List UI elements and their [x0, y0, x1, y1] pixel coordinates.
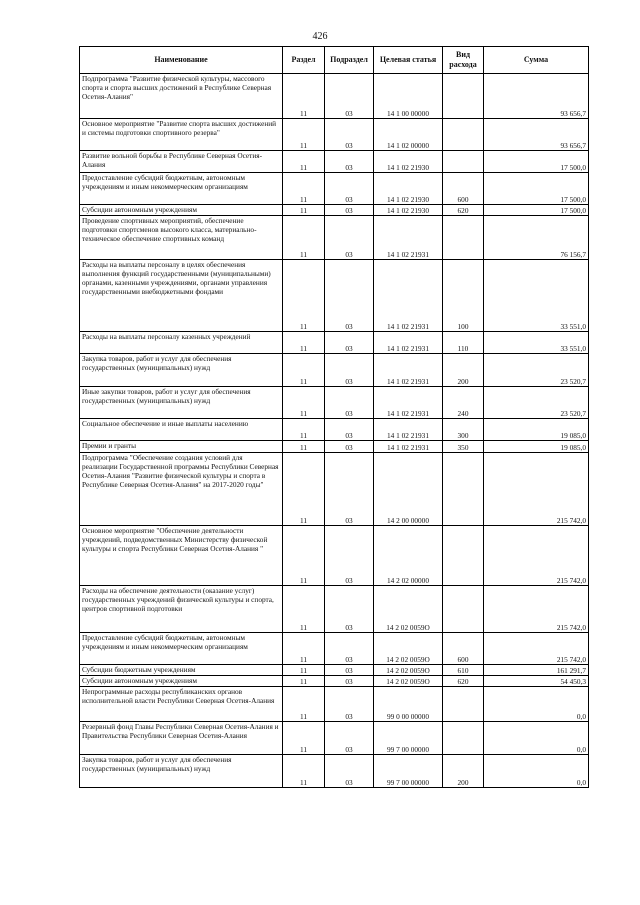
cell-section: 11 [283, 441, 325, 453]
table-row [80, 205, 589, 216]
cell-target: 14 2 02 0059О [374, 633, 443, 665]
cell-amount: 17 500,0 [484, 173, 589, 205]
cell-section: 11 [283, 526, 325, 586]
cell-kind: 200 [443, 354, 484, 387]
cell-section: 11 [283, 586, 325, 633]
cell-amount: 215 742,0 [484, 633, 589, 665]
cell-target: 14 2 02 0059О [374, 665, 443, 676]
cell-kind [443, 216, 484, 260]
cell-section: 11 [283, 722, 325, 755]
cell-subsection: 03 [325, 755, 374, 788]
table-row [80, 260, 589, 332]
table-row [80, 722, 589, 755]
header-section: Раздел [283, 47, 325, 74]
cell-amount: 23 520,7 [484, 387, 589, 419]
cell-amount: 161 291,7 [484, 665, 589, 676]
cell-target: 14 1 02 21931 [374, 216, 443, 260]
page-number: 426 [312, 31, 328, 42]
cell-subsection: 03 [325, 526, 374, 586]
cell-amount: 0,0 [484, 687, 589, 722]
cell-kind: 100 [443, 260, 484, 332]
table-header-row [80, 47, 589, 74]
cell-kind [443, 74, 484, 119]
cell-subsection: 03 [325, 74, 374, 119]
cell-target: 99 7 00 00000 [374, 755, 443, 788]
cell-subsection: 03 [325, 586, 374, 633]
cell-section: 11 [283, 453, 325, 526]
cell-target: 14 1 02 21931 [374, 441, 443, 453]
cell-amount: 17 500,0 [484, 151, 589, 173]
cell-amount: 93 656,7 [484, 74, 589, 119]
cell-target: 14 1 00 00000 [374, 74, 443, 119]
table-row [80, 419, 589, 441]
cell-section: 11 [283, 74, 325, 119]
cell-target: 14 1 02 21931 [374, 260, 443, 332]
cell-kind [443, 526, 484, 586]
cell-name: Субсидии автономным учреждениям [80, 205, 283, 216]
cell-amount: 215 742,0 [484, 453, 589, 526]
cell-subsection: 03 [325, 205, 374, 216]
cell-target: 14 1 02 21930 [374, 173, 443, 205]
table-row [80, 151, 589, 173]
cell-amount: 0,0 [484, 755, 589, 788]
cell-kind: 110 [443, 332, 484, 354]
cell-name: Предоставление субсидий бюджетным, автономным учреждениям и иным некоммерческим организациям [80, 173, 283, 205]
table-row [80, 74, 589, 119]
cell-section: 11 [283, 387, 325, 419]
cell-name: Социальное обеспечение и иные выплаты населению [80, 419, 283, 441]
cell-kind: 200 [443, 755, 484, 788]
cell-section: 11 [283, 332, 325, 354]
cell-target: 14 2 02 0059О [374, 586, 443, 633]
cell-name: Основное мероприятие "Обеспечение деятельности учреждений, подведомственных Министерству физической культуры и спорта Республики Северная Осетия-Алания " [80, 526, 283, 586]
cell-section: 11 [283, 354, 325, 387]
cell-subsection: 03 [325, 665, 374, 676]
cell-section: 11 [283, 119, 325, 151]
cell-amount: 19 085,0 [484, 441, 589, 453]
cell-kind [443, 119, 484, 151]
cell-name: Субсидии бюджетным учреждениям [80, 665, 283, 676]
cell-subsection: 03 [325, 687, 374, 722]
header-kind: Вид расхода [443, 47, 484, 74]
cell-amount: 215 742,0 [484, 526, 589, 586]
cell-subsection: 03 [325, 441, 374, 453]
cell-subsection: 03 [325, 260, 374, 332]
cell-name: Подпрограмма "Развитие физической культуры, массового спорта и спорта высших достижений в Республике Северная Осетия-Алания" [80, 74, 283, 119]
cell-section: 11 [283, 665, 325, 676]
cell-subsection: 03 [325, 151, 374, 173]
cell-amount: 215 742,0 [484, 586, 589, 633]
cell-section: 11 [283, 687, 325, 722]
table-row [80, 332, 589, 354]
cell-subsection: 03 [325, 633, 374, 665]
cell-target: 14 1 02 21931 [374, 419, 443, 441]
cell-name: Развитие вольной борьбы в Республике Северная Осетия-Алания [80, 151, 283, 173]
cell-kind: 600 [443, 173, 484, 205]
cell-section: 11 [283, 151, 325, 173]
cell-amount: 54 450,3 [484, 676, 589, 687]
table-row [80, 586, 589, 633]
table-row [80, 119, 589, 151]
cell-name: Иные закупки товаров, работ и услуг для обеспечения государственных (муниципальных) нужд [80, 387, 283, 419]
cell-subsection: 03 [325, 676, 374, 687]
cell-section: 11 [283, 216, 325, 260]
table-row [80, 453, 589, 526]
cell-kind [443, 151, 484, 173]
cell-kind: 620 [443, 205, 484, 216]
cell-name: Закупка товаров, работ и услуг для обеспечения государственных (муниципальных) нужд [80, 755, 283, 788]
cell-name: Расходы на выплаты персоналу казенных учреждений [80, 332, 283, 354]
table-row [80, 633, 589, 665]
cell-target: 99 0 00 00000 [374, 687, 443, 722]
table-row [80, 354, 589, 387]
cell-section: 11 [283, 260, 325, 332]
cell-amount: 93 656,7 [484, 119, 589, 151]
header-subsection: Подраздел [325, 47, 374, 74]
cell-name: Закупка товаров, работ и услуг для обеспечения государственных (муниципальных) нужд [80, 354, 283, 387]
cell-name: Проведение спортивных мероприятий, обеспечение подготовки спортсменов высокого класса, материально-техническое обеспечение спортивных команд [80, 216, 283, 260]
cell-name: Субсидии автономным учреждениям [80, 676, 283, 687]
cell-subsection: 03 [325, 332, 374, 354]
cell-name: Резервный фонд Главы Республики Северная Осетия-Алания и Правительства Республики Северная Осетия-Алания [80, 722, 283, 755]
header-amount: Сумма [484, 47, 589, 74]
cell-target: 14 2 00 00000 [374, 453, 443, 526]
cell-target: 14 1 02 21930 [374, 151, 443, 173]
cell-amount: 76 156,7 [484, 216, 589, 260]
header-name: Наименование [80, 47, 283, 74]
cell-amount: 33 551,0 [484, 260, 589, 332]
cell-kind: 240 [443, 387, 484, 419]
cell-subsection: 03 [325, 387, 374, 419]
cell-section: 11 [283, 205, 325, 216]
cell-subsection: 03 [325, 173, 374, 205]
cell-kind: 600 [443, 633, 484, 665]
table-row [80, 687, 589, 722]
cell-name: Расходы на обеспечение деятельности (оказание услуг) государственных учреждений физической культуры и спорта, центров спортивной подготовки [80, 586, 283, 633]
cell-target: 14 1 02 21931 [374, 354, 443, 387]
cell-amount: 19 085,0 [484, 419, 589, 441]
table-row [80, 755, 589, 788]
cell-subsection: 03 [325, 419, 374, 441]
cell-section: 11 [283, 633, 325, 665]
cell-kind [443, 586, 484, 633]
cell-target: 99 7 00 00000 [374, 722, 443, 755]
cell-amount: 23 520,7 [484, 354, 589, 387]
budget-table [79, 46, 589, 788]
cell-section: 11 [283, 676, 325, 687]
cell-target: 14 2 02 0059О [374, 676, 443, 687]
cell-name: Основное мероприятие "Развитие спорта высших достижений и системы подготовки спортивного резерва" [80, 119, 283, 151]
table-row [80, 676, 589, 687]
table-row [80, 441, 589, 453]
cell-kind [443, 687, 484, 722]
cell-section: 11 [283, 755, 325, 788]
table-row [80, 526, 589, 586]
cell-kind: 350 [443, 441, 484, 453]
cell-target: 14 1 02 00000 [374, 119, 443, 151]
cell-subsection: 03 [325, 453, 374, 526]
cell-kind: 610 [443, 665, 484, 676]
table-row [80, 387, 589, 419]
cell-subsection: 03 [325, 722, 374, 755]
cell-kind [443, 453, 484, 526]
cell-name: Непрограммные расходы республиканских органов исполнительной власти Республики Северная Осетия-Алания [80, 687, 283, 722]
cell-amount: 0,0 [484, 722, 589, 755]
table-row [80, 216, 589, 260]
cell-target: 14 1 02 21930 [374, 205, 443, 216]
cell-target: 14 1 02 21931 [374, 332, 443, 354]
cell-kind: 620 [443, 676, 484, 687]
cell-section: 11 [283, 419, 325, 441]
table-row [80, 173, 589, 205]
cell-target: 14 1 02 21931 [374, 387, 443, 419]
cell-kind: 300 [443, 419, 484, 441]
cell-name: Премии и гранты [80, 441, 283, 453]
cell-section: 11 [283, 173, 325, 205]
table-row [80, 665, 589, 676]
header-target: Целевая статья [374, 47, 443, 74]
cell-name: Расходы на выплаты персоналу в целях обеспечения выполнения функций государственными (муниципальными) органами, казенными учреждениями, органами управления государственными внебюджетными фондами [80, 260, 283, 332]
cell-subsection: 03 [325, 216, 374, 260]
cell-name: Предоставление субсидий бюджетным, автономным учреждениям и иным некоммерческим организациям [80, 633, 283, 665]
cell-amount: 17 500,0 [484, 205, 589, 216]
cell-name: Подпрограмма "Обеспечение создания условий для реализации Государственной программы Республики Северная Осетия-Алания "Развитие физической культуры и спорта в Республике Северная Осетия-Алания" на 2017-2020 годы" [80, 453, 283, 526]
cell-subsection: 03 [325, 354, 374, 387]
cell-target: 14 2 02 00000 [374, 526, 443, 586]
cell-subsection: 03 [325, 119, 374, 151]
cell-kind [443, 722, 484, 755]
cell-amount: 33 551,0 [484, 332, 589, 354]
